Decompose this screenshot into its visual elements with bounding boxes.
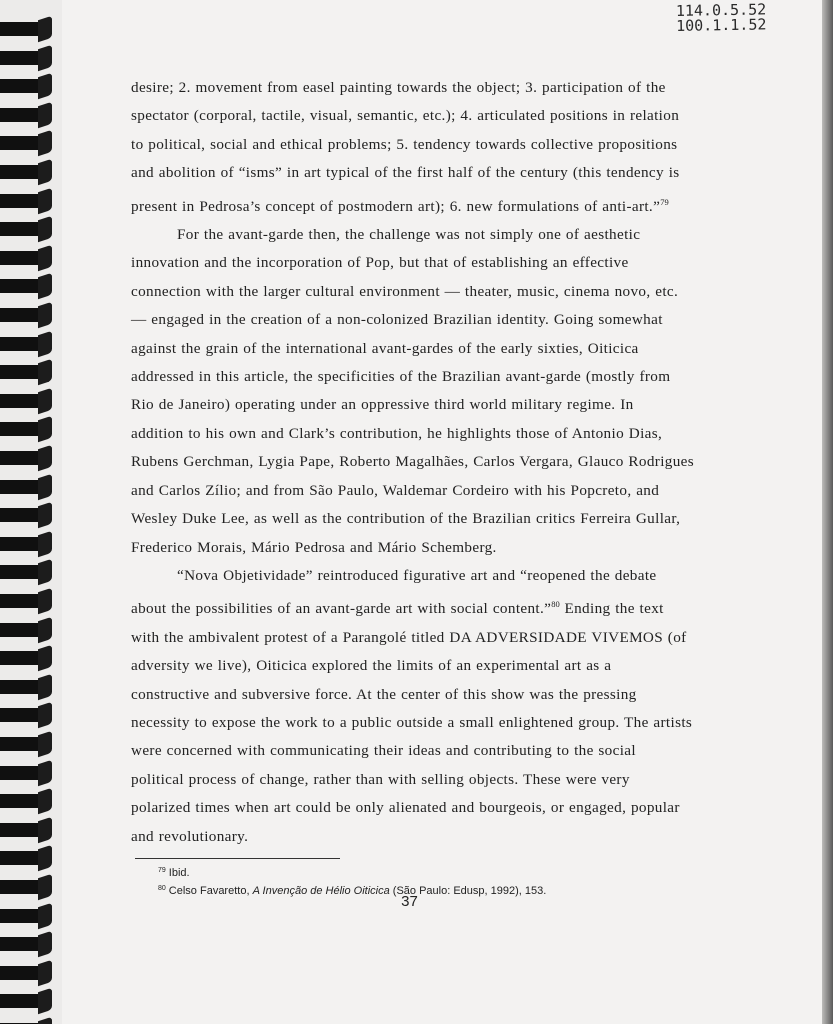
text-line xyxy=(131,709,731,737)
line-text: against the grain of the international avant-gardes of the early sixties, Oiticica xyxy=(131,339,639,357)
text-line xyxy=(131,823,731,851)
line-text: constructive and subversive force. At the center of this show was the pressing xyxy=(131,685,637,703)
text-line xyxy=(131,221,731,249)
footnote-79 xyxy=(158,863,718,881)
line-text: addition to his own and Clark’s contribution, he highlights those of Antonio Dias, xyxy=(131,424,663,442)
line-text: Rio de Janeiro) operating under an oppressive third world military regime. In xyxy=(131,396,634,414)
binding-ring xyxy=(0,504,54,526)
binding-ring xyxy=(0,104,54,126)
line-text-continued: Ending the text xyxy=(559,600,664,618)
text-line xyxy=(131,159,731,187)
binding-ring xyxy=(0,418,54,440)
text-line xyxy=(131,131,731,159)
binding-ring xyxy=(0,933,54,955)
page-number: 37 xyxy=(401,893,418,910)
text-line xyxy=(131,188,731,221)
binding-ring xyxy=(0,1019,54,1024)
binding-ring xyxy=(0,333,54,355)
line-text: Rubens Gerchman, Lygia Pape, Roberto Magalhães, Carlos Vergara, Glauco Rodrigues xyxy=(131,453,695,471)
binding-ring xyxy=(0,790,54,812)
text-line xyxy=(131,562,731,590)
binding-ring xyxy=(0,447,54,469)
text-line xyxy=(131,74,731,102)
binding-ring xyxy=(0,361,54,383)
line-text: connection with the larger cultural environment — theater, music, cinema novo, etc. xyxy=(131,282,679,300)
line-text: Frederico Morais, Mário Pedrosa and Mário Schemberg. xyxy=(131,538,497,556)
line-text: about the possibilities of an avant-garde art with social content.” xyxy=(131,600,552,618)
binding-ring xyxy=(0,590,54,612)
binding-ring xyxy=(0,247,54,269)
body-text xyxy=(131,74,731,851)
text-line xyxy=(131,737,731,765)
text-line xyxy=(131,794,731,822)
binding-ring xyxy=(0,476,54,498)
binding-ring xyxy=(0,819,54,841)
binding-ring xyxy=(0,676,54,698)
binding-ring xyxy=(0,762,54,784)
footnote-number: 79 xyxy=(158,867,166,874)
footnote-reference: 80 xyxy=(551,599,560,610)
spiral-binding xyxy=(0,0,62,1024)
text-line xyxy=(131,306,731,334)
footnote-text: Celso Favaretto, xyxy=(168,885,253,897)
text-line xyxy=(131,534,731,562)
page-edge-shadow xyxy=(822,0,833,1024)
binding-ring xyxy=(0,218,54,240)
text-line xyxy=(131,505,731,533)
line-text: and abolition of “isms” in art typical of the first half of the century (this tendency is xyxy=(131,164,680,182)
binding-ring xyxy=(0,275,54,297)
text-line xyxy=(131,448,731,476)
footnote-reference: 79 xyxy=(660,196,669,207)
text-line xyxy=(131,766,731,794)
binding-ring xyxy=(0,75,54,97)
text-line xyxy=(131,249,731,277)
catalog-mark: 100.1.1.52 xyxy=(675,15,767,35)
footnote-citation: (São Paulo: Edusp, 1992), 153. xyxy=(389,885,547,897)
line-text: “Nova Objetividade” reintroduced figurative art and “reopened the debate xyxy=(177,566,657,584)
binding-ring xyxy=(0,704,54,726)
text-line xyxy=(131,102,731,130)
line-text: and revolutionary. xyxy=(131,827,249,845)
text-line xyxy=(131,335,731,363)
text-line xyxy=(131,477,731,505)
line-text: desire; 2. movement from easel painting towards the object; 3. participation of the xyxy=(131,79,666,96)
footnote-number: 80 xyxy=(158,885,166,892)
text-line xyxy=(131,652,731,680)
binding-ring xyxy=(0,647,54,669)
binding-ring xyxy=(0,304,54,326)
line-text: polarized times when art could be only alienated and bourgeois, or engaged, popular xyxy=(131,799,680,817)
text-line xyxy=(131,624,731,652)
line-text: present in Pedrosa’s concept of postmodern art); 6. new formulations of anti-art.” xyxy=(131,197,661,215)
binding-ring xyxy=(0,161,54,183)
binding-ring xyxy=(0,18,54,40)
binding-ring xyxy=(0,733,54,755)
footnote-text: Ibid. xyxy=(168,867,190,879)
line-text: addressed in this article, the specificities of the Brazilian avant-garde (mostly from xyxy=(131,368,671,386)
text-line xyxy=(131,391,731,419)
line-text: necessity to expose the work to a public outside a small enlightened group. The artists xyxy=(131,713,693,731)
line-text: For the avant-garde then, the challenge was not simply one of aesthetic xyxy=(177,226,641,244)
footnote-title: A Invenção de Hélio Oiticica xyxy=(252,885,390,897)
footnote-rule xyxy=(135,858,340,859)
binding-ring xyxy=(0,619,54,641)
line-text: to political, social and ethical problems; 5. tendency towards collective propositions xyxy=(131,135,678,153)
binding-ring xyxy=(0,390,54,412)
catalog-mark: 114.0.5.52 xyxy=(675,0,767,20)
text-line xyxy=(131,278,731,306)
page-number-container xyxy=(0,893,833,910)
binding-ring xyxy=(0,561,54,583)
line-text: — engaged in the creation of a non-colonized Brazilian identity. Going somewhat xyxy=(131,311,663,329)
line-text: and Carlos Zílio; and from São Paulo, Waldemar Cordeiro with his Popcreto, and xyxy=(131,481,660,499)
binding-ring xyxy=(0,962,54,984)
binding-ring xyxy=(0,533,54,555)
text-line xyxy=(131,681,731,709)
binding-ring xyxy=(0,990,54,1012)
binding-ring xyxy=(0,847,54,869)
line-text: adversity we live), Oiticica explored the limits of an experimental art as a xyxy=(131,657,612,675)
line-text: Wesley Duke Lee, as well as the contribution of the Brazilian critics Ferreira Gullar, xyxy=(131,510,681,528)
binding-ring xyxy=(0,47,54,69)
text-line xyxy=(131,420,731,448)
line-text: were concerned with communicating their ideas and contributing to the social xyxy=(131,742,636,760)
text-line xyxy=(131,590,731,623)
binding-ring xyxy=(0,190,54,212)
line-text: with the ambivalent protest of a Parangolé titled DA ADVERSIDADE VIVEMOS (of xyxy=(131,628,687,646)
handwritten-catalog-number xyxy=(676,2,787,34)
line-text: spectator (corporal, tactile, visual, semantic, etc.); 4. articulated positions in relation xyxy=(131,107,680,125)
line-text: political process of change, rather than with selling objects. These were very xyxy=(131,770,630,788)
line-text: innovation and the incorporation of Pop, but that of establishing an effective xyxy=(131,254,629,272)
binding-ring xyxy=(0,132,54,154)
text-line xyxy=(131,363,731,391)
